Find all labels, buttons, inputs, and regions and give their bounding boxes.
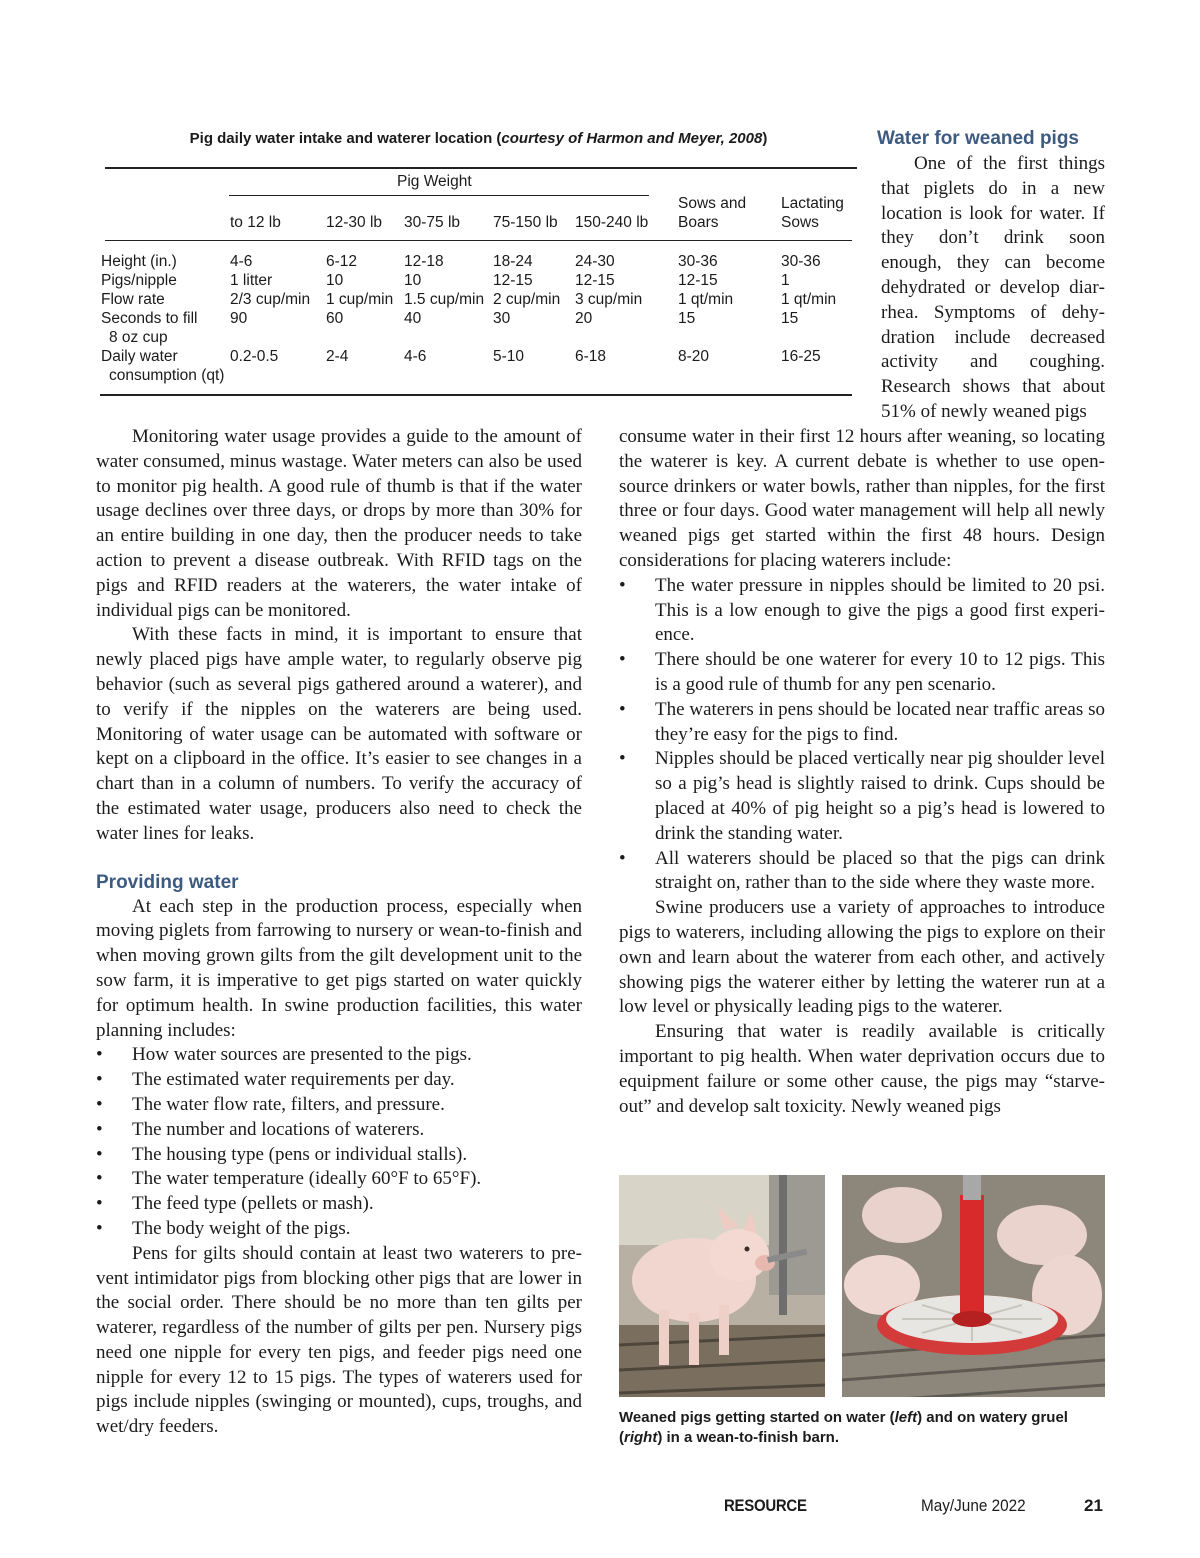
table-cell: 1 qt/min <box>781 291 837 308</box>
table-cell: 16-25 <box>781 348 821 365</box>
table-cell: 90 <box>230 310 248 327</box>
table-row-label-continued: 8 oz cup <box>109 329 168 346</box>
list-item: • The number and locations of waterers. <box>96 1118 582 1143</box>
table-row-label: Daily water <box>101 348 178 365</box>
table-cell: 5-10 <box>493 348 525 365</box>
table-cell: 3 cup/min <box>575 291 643 308</box>
paragraph-monitoring: Monitoring water usage provides a guide to the amount of water consumed, minus wastage. Water meters can also be used to monitor pig health. A good rule of thumb is that if the water usage declines over three days, or drops by more than 30% for an entire building in one day, then the producer needs to take action to prevent a disease outbreak. With RFID tags on the pigs and RFID readers at the waterers, the water intake of individual pigs can be monitored. <box>96 426 582 621</box>
table-cell: 4-6 <box>404 348 427 365</box>
col-header-1: to 12 lb <box>230 214 281 231</box>
table-row-label: Pigs/nipple <box>101 272 177 289</box>
col-header-lactating-2: Sows <box>781 214 819 231</box>
photo-piglets-gruel-feeder <box>842 1175 1105 1397</box>
planning-list <box>96 1043 582 1241</box>
table-cell: 0.2-0.5 <box>230 348 279 365</box>
footer-issue-date: May/June 2022 <box>921 1496 1026 1515</box>
paragraph-consume: consume water in their first 12 hours after weaning, so locating the waterer is key. A current debate is whether to use open-source drinkers or water bowls, rather than nipples, for the first three or four days. Good water management will help all newly weaned pigs get started within the first 48 hours. Design considerations for placing waterers include: <box>619 426 1105 571</box>
list-item: • There should be one waterer for every 10 to 12 pigs. This is a good rule of thumb for any pen scenario. <box>619 648 1105 698</box>
piglet-nipple-image <box>619 1175 825 1397</box>
left-column <box>96 425 582 1440</box>
paragraph-facts: With these facts in mind, it is important to ensure that newly placed pigs have ample water, to regularly observe pig behavior (such as several pigs gathered around a waterer), and to verify if the nipples on the waterers are being used. Monitoring of water usage can be automated with software or kept on a clipboard in the office. It’s easier to see changes in a chart than in a column of numbers. To verify the accuracy of the estimated water usage, producers also need to check the water lines for leaks. <box>96 624 582 844</box>
list-item: • How water sources are presented to the pigs. <box>96 1043 582 1068</box>
col-header-lactating-1: Lactating <box>781 195 844 212</box>
table-cell: 1 litter <box>230 272 273 289</box>
table-row-label: Flow rate <box>101 291 165 308</box>
table-cell: 12-15 <box>493 272 533 289</box>
list-item: • The housing type (pens or individual stalls). <box>96 1143 582 1168</box>
table-cell: 6-18 <box>575 348 607 365</box>
table-cell: 1.5 cup/min <box>404 291 485 308</box>
list-item: • The estimated water requirements per day. <box>96 1068 582 1093</box>
col-header-2: 12-30 lb <box>326 214 383 231</box>
paragraph-gilts: Pens for gilts should contain at least two waterers to prevent intimidator pigs from blocking other pigs that are lower in the social order. There should be no more than ten gilts per waterer, regardless of the number of gilts per pen. Nursery pigs need one nipple for every ten pigs, and feeder pigs need one nipple for every 12 to 15 pigs. The types of waterers used for pigs include nipples (swinging or mounted), cups, troughs, and wet/dry feeders. <box>96 1242 582 1438</box>
piglet-gruel-image <box>842 1175 1105 1397</box>
footer-page-number: 21 <box>1084 1496 1103 1515</box>
table-cell: 30-36 <box>678 253 718 270</box>
table-cell: 2-4 <box>326 348 349 365</box>
table-cell: 10 <box>404 272 422 289</box>
table-cell: 30 <box>493 310 511 327</box>
table-cell: 1 qt/min <box>678 291 734 308</box>
pig-weight-header: Pig Weight <box>397 173 472 190</box>
list-item: • The body weight of the pigs. <box>96 1217 582 1242</box>
list-item: • Nipples should be placed vertically near pig shoulder level so a pig’s head is slightly raised to drink. Cups should be placed at 40% of pig height so a pig’s head is lowered to drink the standing water. <box>619 747 1105 846</box>
weaned-pigs-text <box>881 152 1105 425</box>
table-row-label: Height (in.) <box>101 253 177 270</box>
paragraph-approaches: Swine producers use a variety of approaches to introduce pigs to waterers, including allowing the pigs to explore on their own and learn about the waterer from each other, and actively showing pigs the waterer either by letting the waterer run at a low level or physically leading pigs to the waterer. <box>619 897 1105 1018</box>
table-cell: 60 <box>326 310 344 327</box>
table-row-label-continued: consumption (qt) <box>109 367 225 384</box>
table-cell: 4-6 <box>230 253 253 270</box>
table-cell: 1 <box>781 272 790 289</box>
list-item: • The water flow rate, filters, and pressure. <box>96 1093 582 1118</box>
footer-magazine-name: RESOURCE <box>724 1496 807 1515</box>
design-considerations-list <box>619 574 1105 896</box>
table-cell: 15 <box>781 310 799 327</box>
list-item: • The water temperature (ideally 60°F to 65°F). <box>96 1167 582 1192</box>
table-cell: 2/3 cup/min <box>230 291 311 308</box>
table-cell: 12-18 <box>404 253 444 270</box>
col-header-sows-boars-2: Boars <box>678 214 719 231</box>
table-cell: 10 <box>326 272 344 289</box>
table-cell: 8-20 <box>678 348 710 365</box>
col-header-3: 30-75 lb <box>404 214 461 231</box>
providing-water-heading: Providing water <box>96 871 239 893</box>
photo-piglet-nipple-waterer <box>619 1175 825 1397</box>
table-cell: 15 <box>678 310 696 327</box>
table-cell: 20 <box>575 310 593 327</box>
table-cell: 24-30 <box>575 253 615 270</box>
list-item: • All waterers should be placed so that the pigs can drink straight on, rather than to the side where they waste more. <box>619 847 1105 897</box>
table-cell: 6-12 <box>326 253 358 270</box>
weaned-pigs-paragraph: One of the first things that piglets do in a new location is look for water. If they don’t drink soon enough, they can become dehydrated or develop diarrhea. Symptoms of dehydration include decreased activity and coughing. Research shows that about 51% of newly weaned pigs <box>881 153 1105 422</box>
list-item: • The water pressure in nipples should be limited to 20 psi. This is a low enough to give the pigs a good first experience. <box>619 574 1105 648</box>
table-caption: Pig daily water intake and waterer location (courtesy of Harmon and Meyer, 2008) <box>189 130 768 147</box>
table-bottom-rule <box>100 394 852 396</box>
table-cell: 30-36 <box>781 253 821 270</box>
table-cell: 40 <box>404 310 422 327</box>
table-cell: 1 cup/min <box>326 291 394 308</box>
table-row-label: Seconds to fill <box>101 310 198 327</box>
col-header-sows-boars-1: Sows and <box>678 195 747 212</box>
paragraph-production: At each step in the production process, especially when moving piglets from farrowing to nursery or wean-to-finish and when moving grown gilts from the gilt development unit to the sow farm, it is imperative to get pigs started on water quickly for optimum health. In swine production facilities, this water planning includes: <box>96 895 582 1041</box>
table-top-rule <box>105 167 857 169</box>
pig-weight-underline <box>229 195 649 196</box>
table-header-rule <box>105 240 852 241</box>
list-item: • The waterers in pens should be located near traffic areas so they’re easy for the pigs to find. <box>619 698 1105 748</box>
weaned-pigs-heading: Water for weaned pigs <box>877 128 1079 149</box>
figure-caption: Weaned pigs getting started on water (left) and on watery gruel (right) in a wean-to-finish barn. <box>619 1409 1068 1446</box>
list-item: • The feed type (pellets or mash). <box>96 1192 582 1217</box>
table-cell: 18-24 <box>493 253 533 270</box>
table-cell: 2 cup/min <box>493 291 561 308</box>
right-column <box>619 425 1105 1119</box>
table-cell: 12-15 <box>575 272 615 289</box>
paragraph-ensuring: Ensuring that water is readily available is critically important to pig health. When water deprivation occurs due to equipment failure or some other cause, the pigs may “starve-out” and develop salt toxicity. Newly weaned pigs <box>619 1021 1105 1117</box>
col-header-4: 75-150 lb <box>493 214 558 231</box>
table-cell: 12-15 <box>678 272 718 289</box>
col-header-5: 150-240 lb <box>575 214 649 231</box>
